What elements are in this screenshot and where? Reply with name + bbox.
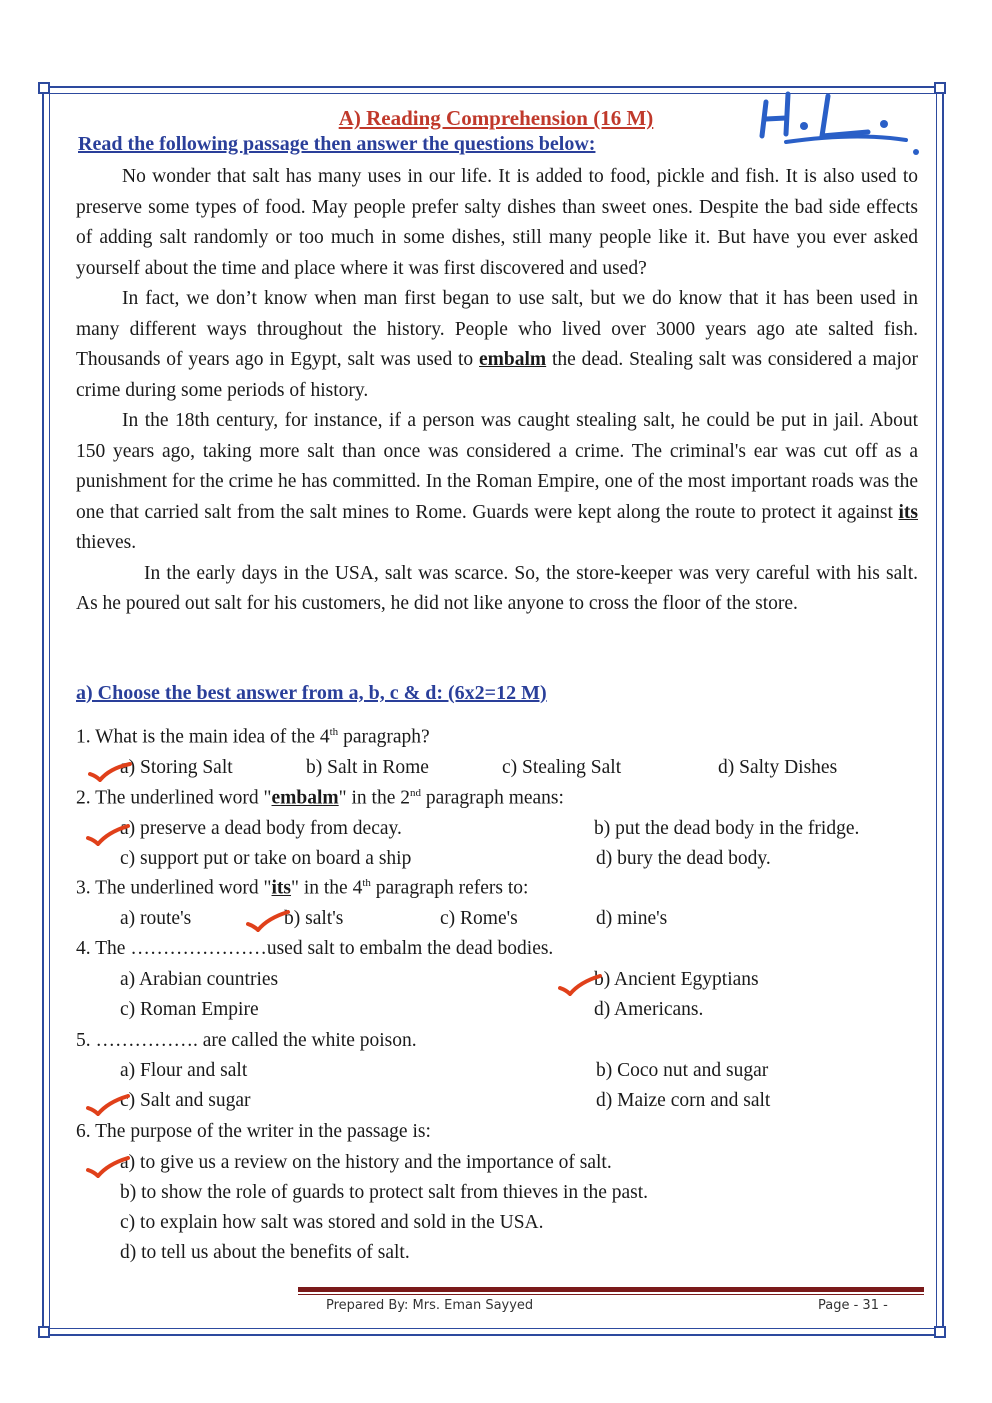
q1-option-c[interactable]: c) Stealing Salt — [502, 757, 622, 778]
question-5: 5. ……………. are called the white poison. — [76, 1030, 417, 1051]
question-6: 6. The purpose of the writer in the passage is: — [76, 1121, 431, 1142]
q1-option-b[interactable]: b) Salt in Rome — [306, 757, 429, 778]
answer-tick-icon — [86, 1156, 130, 1178]
footer-rule-thin — [298, 1294, 924, 1295]
q4-option-a[interactable]: a) Arabian countries — [120, 969, 279, 990]
paragraph-4: In the early days in the USA, salt was scarce. So, the store-keeper was very careful with his salt. As he poured out salt for his customers, he did not like anyone to cross the floor of the store. — [76, 562, 918, 614]
instruction-heading: Read the following passage then answer the questions below: — [78, 133, 596, 155]
q3-option-a[interactable]: a) route's — [120, 908, 192, 929]
answer-tick-icon — [86, 824, 130, 846]
q4-option-b[interactable]: b) Ancient Egyptians — [594, 969, 759, 990]
answer-tick-icon — [88, 760, 132, 782]
paragraph-1: No wonder that salt has many uses in our life. It is added to food, pickle and fish. It is also used to preserve some types of food. May people prefer salty dishes than sweet ones. Despite the bad side effects of adding salt randomly or too much in some dishes, still many people like it. But have you ever asked yourself about the time and place where it was first discovered and used? — [76, 166, 918, 279]
underlined-word-its: its — [898, 501, 918, 523]
section-title: A) Reading Comprehension (16 M) — [338, 106, 654, 130]
q4-option-c[interactable]: c) Roman Empire — [120, 999, 259, 1020]
answer-tick-icon — [86, 1094, 130, 1116]
q2-option-c[interactable]: c) support put or take on board a ship — [120, 848, 412, 869]
q6-option-d[interactable]: d) to tell us about the benefits of salt. — [120, 1242, 410, 1263]
footer-author: Prepared By: Mrs. Eman Sayyed — [326, 1298, 534, 1313]
border-corner — [38, 1326, 50, 1338]
question-1: 1. What is the main idea of the 4th paragraph? — [76, 726, 430, 748]
choose-heading: a) Choose the best answer from a, b, c & d: (6x2=12 M) — [76, 682, 547, 704]
q2-option-d[interactable]: d) bury the dead body. — [596, 848, 771, 869]
border-corner — [934, 1326, 946, 1338]
question-2: 2. The underlined word "embalm" in the 2nd paragraph means: — [76, 787, 564, 809]
q3-option-d[interactable]: d) mine's — [596, 908, 668, 929]
answer-tick-icon — [558, 974, 602, 996]
q6-option-c[interactable]: c) to explain how salt was stored and sold in the USA. — [120, 1212, 544, 1233]
q6-option-a[interactable]: a) to give us a review on the history and the importance of salt. — [120, 1152, 612, 1173]
q2-option-a[interactable]: a) preserve a dead body from decay. — [120, 818, 402, 839]
question-3: 3. The underlined word "its" in the 4th paragraph refers to: — [76, 877, 529, 899]
q3-option-b[interactable]: b) salt's — [284, 908, 344, 929]
border-corner — [38, 82, 50, 94]
q6-option-b[interactable]: b) to show the role of guards to protect salt from thieves in the past. — [120, 1182, 649, 1203]
q2-option-b[interactable]: b) put the dead body in the fridge. — [594, 818, 860, 839]
q4-option-d[interactable]: d) Americans. — [594, 999, 704, 1020]
answer-tick-icon — [246, 910, 290, 932]
paragraph-3: In the 18th century, for instance, if a person was caught stealing salt, he could be put in jail. About 150 years ago, taking more salt than once was considered a crime. The criminal's ear was cut off as a punishment for the crime he has committed. In the Roman Empire, one of the most important roads was the one that carried salt from the salt mines to Rome. Guards were kept along the route to protect it against its thieves. — [76, 410, 918, 553]
q3-option-c[interactable]: c) Rome's — [440, 908, 518, 929]
question-4: 4. The …………………used salt to embalm the dead bodies. — [76, 938, 554, 959]
footer-rule — [298, 1287, 924, 1292]
q5-option-c[interactable]: c) Salt and sugar — [120, 1090, 251, 1111]
q1-option-d[interactable]: d) Salty Dishes — [718, 757, 838, 778]
q5-option-d[interactable]: d) Maize corn and salt — [596, 1090, 771, 1111]
q5-option-a[interactable]: a) Flour and salt — [120, 1060, 248, 1081]
q5-option-b[interactable]: b) Coco nut and sugar — [596, 1060, 769, 1081]
reading-passage — [76, 162, 918, 620]
footer-page-number: Page - 31 - — [818, 1298, 888, 1313]
paragraph-2: In fact, we don’t know when man first began to use salt, but we do know that it has been used in many different ways throughout the history. People who lived over 3000 years ago ate salted fish. Thousands of years ago in Egypt, salt was used to embalm the dead. Stealing salt was considered a major crime during some periods of history. — [76, 288, 918, 401]
underlined-word-embalm: embalm — [479, 349, 547, 370]
q1-option-a[interactable]: a) Storing Salt — [120, 757, 233, 778]
